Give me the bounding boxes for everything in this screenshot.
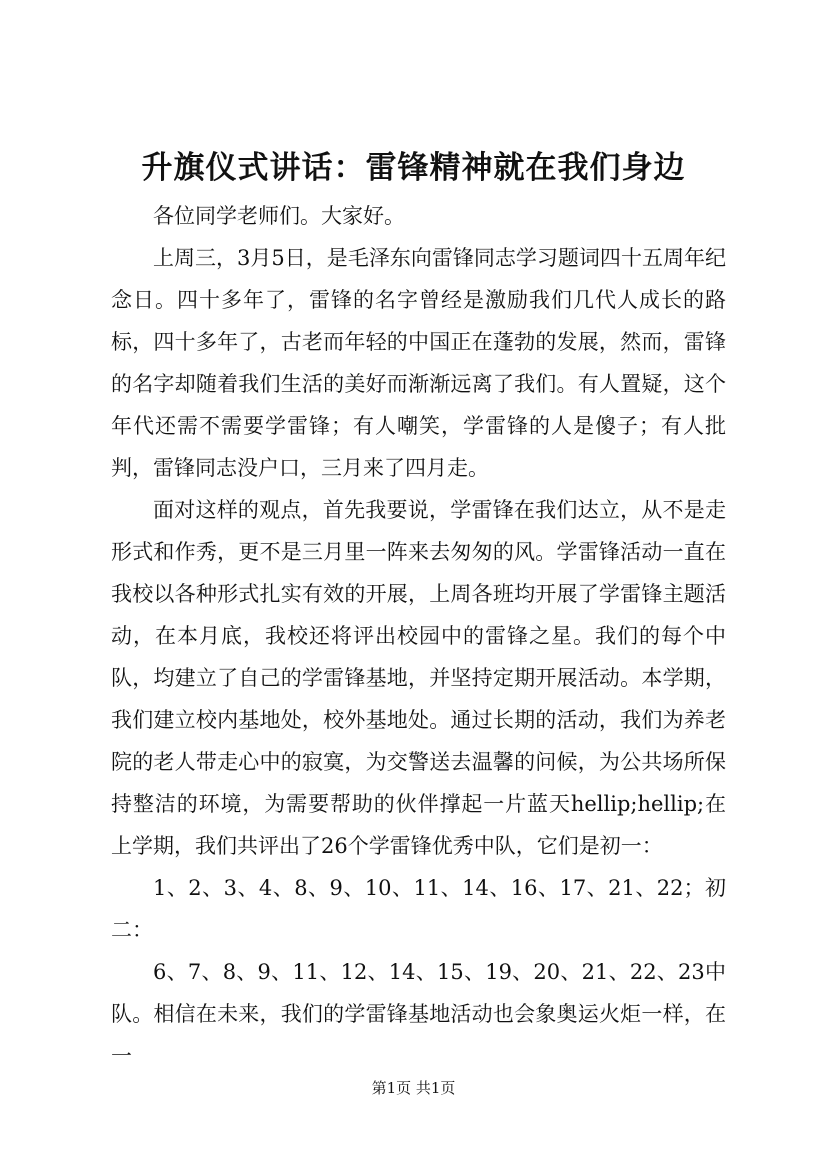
paragraph-grade-two-list: 6、7、8、9、11、12、14、15、19、20、21、22、23中队。相信在未来，我们的学雷锋基地活动也会象奥运火炬一样，在一 bbox=[111, 960, 726, 1068]
paragraph-greeting: 各位同学老师们。大家好。 bbox=[153, 204, 405, 228]
paragraph-grade-one-list: 1、2、3、4、8、9、10、11、14、16、17、21、22；初二： bbox=[111, 876, 726, 942]
document-title: 升旗仪式讲话：雷锋精神就在我们身边 bbox=[141, 150, 686, 186]
paragraph-anniversary: 上周三，3月5日，是毛泽东向雷锋同志学习题词四十五周年纪念日。四十多年了，雷锋的名字曾经是激励我们几代人成长的路标，四十多年了，古老而年轻的中国正在蓬勃的发展，然而，雷锋的名字却随着我们生活的美好而渐渐远离了我们。有人置疑，这个年代还需不需要学雷锋；有人嘲笑，学雷锋的人是傻子；有人批判，雷锋同志没户口，三月来了四月走。 bbox=[111, 246, 726, 480]
page-footer: 第1页 共1页 bbox=[371, 1079, 456, 1097]
paragraph-activities: 面对这样的观点，首先我要说，学雷锋在我们达立，从不是走形式和作秀，更不是三月里一阵来去匆匆的风。学雷锋活动一直在我校以各种形式扎实有效的开展，上周各班均开展了学雷锋主题活动，在本月底，我校还将评出校园中的雷锋之星。我们的每个中队，均建立了自己的学雷锋基地，并坚持定期开展活动。本学期，我们建立校内基地处，校外基地处。通过长期的活动，我们为养老院的老人带走心中的寂寞，为交警送去温馨的问候，为公共场所保持整洁的环境，为需要帮助的伙伴撑起一片蓝天hellip;hellip;在上学期，我们共评出了26个学雷锋优秀中队，它们是初一： bbox=[111, 498, 726, 858]
document-body bbox=[111, 195, 726, 1077]
